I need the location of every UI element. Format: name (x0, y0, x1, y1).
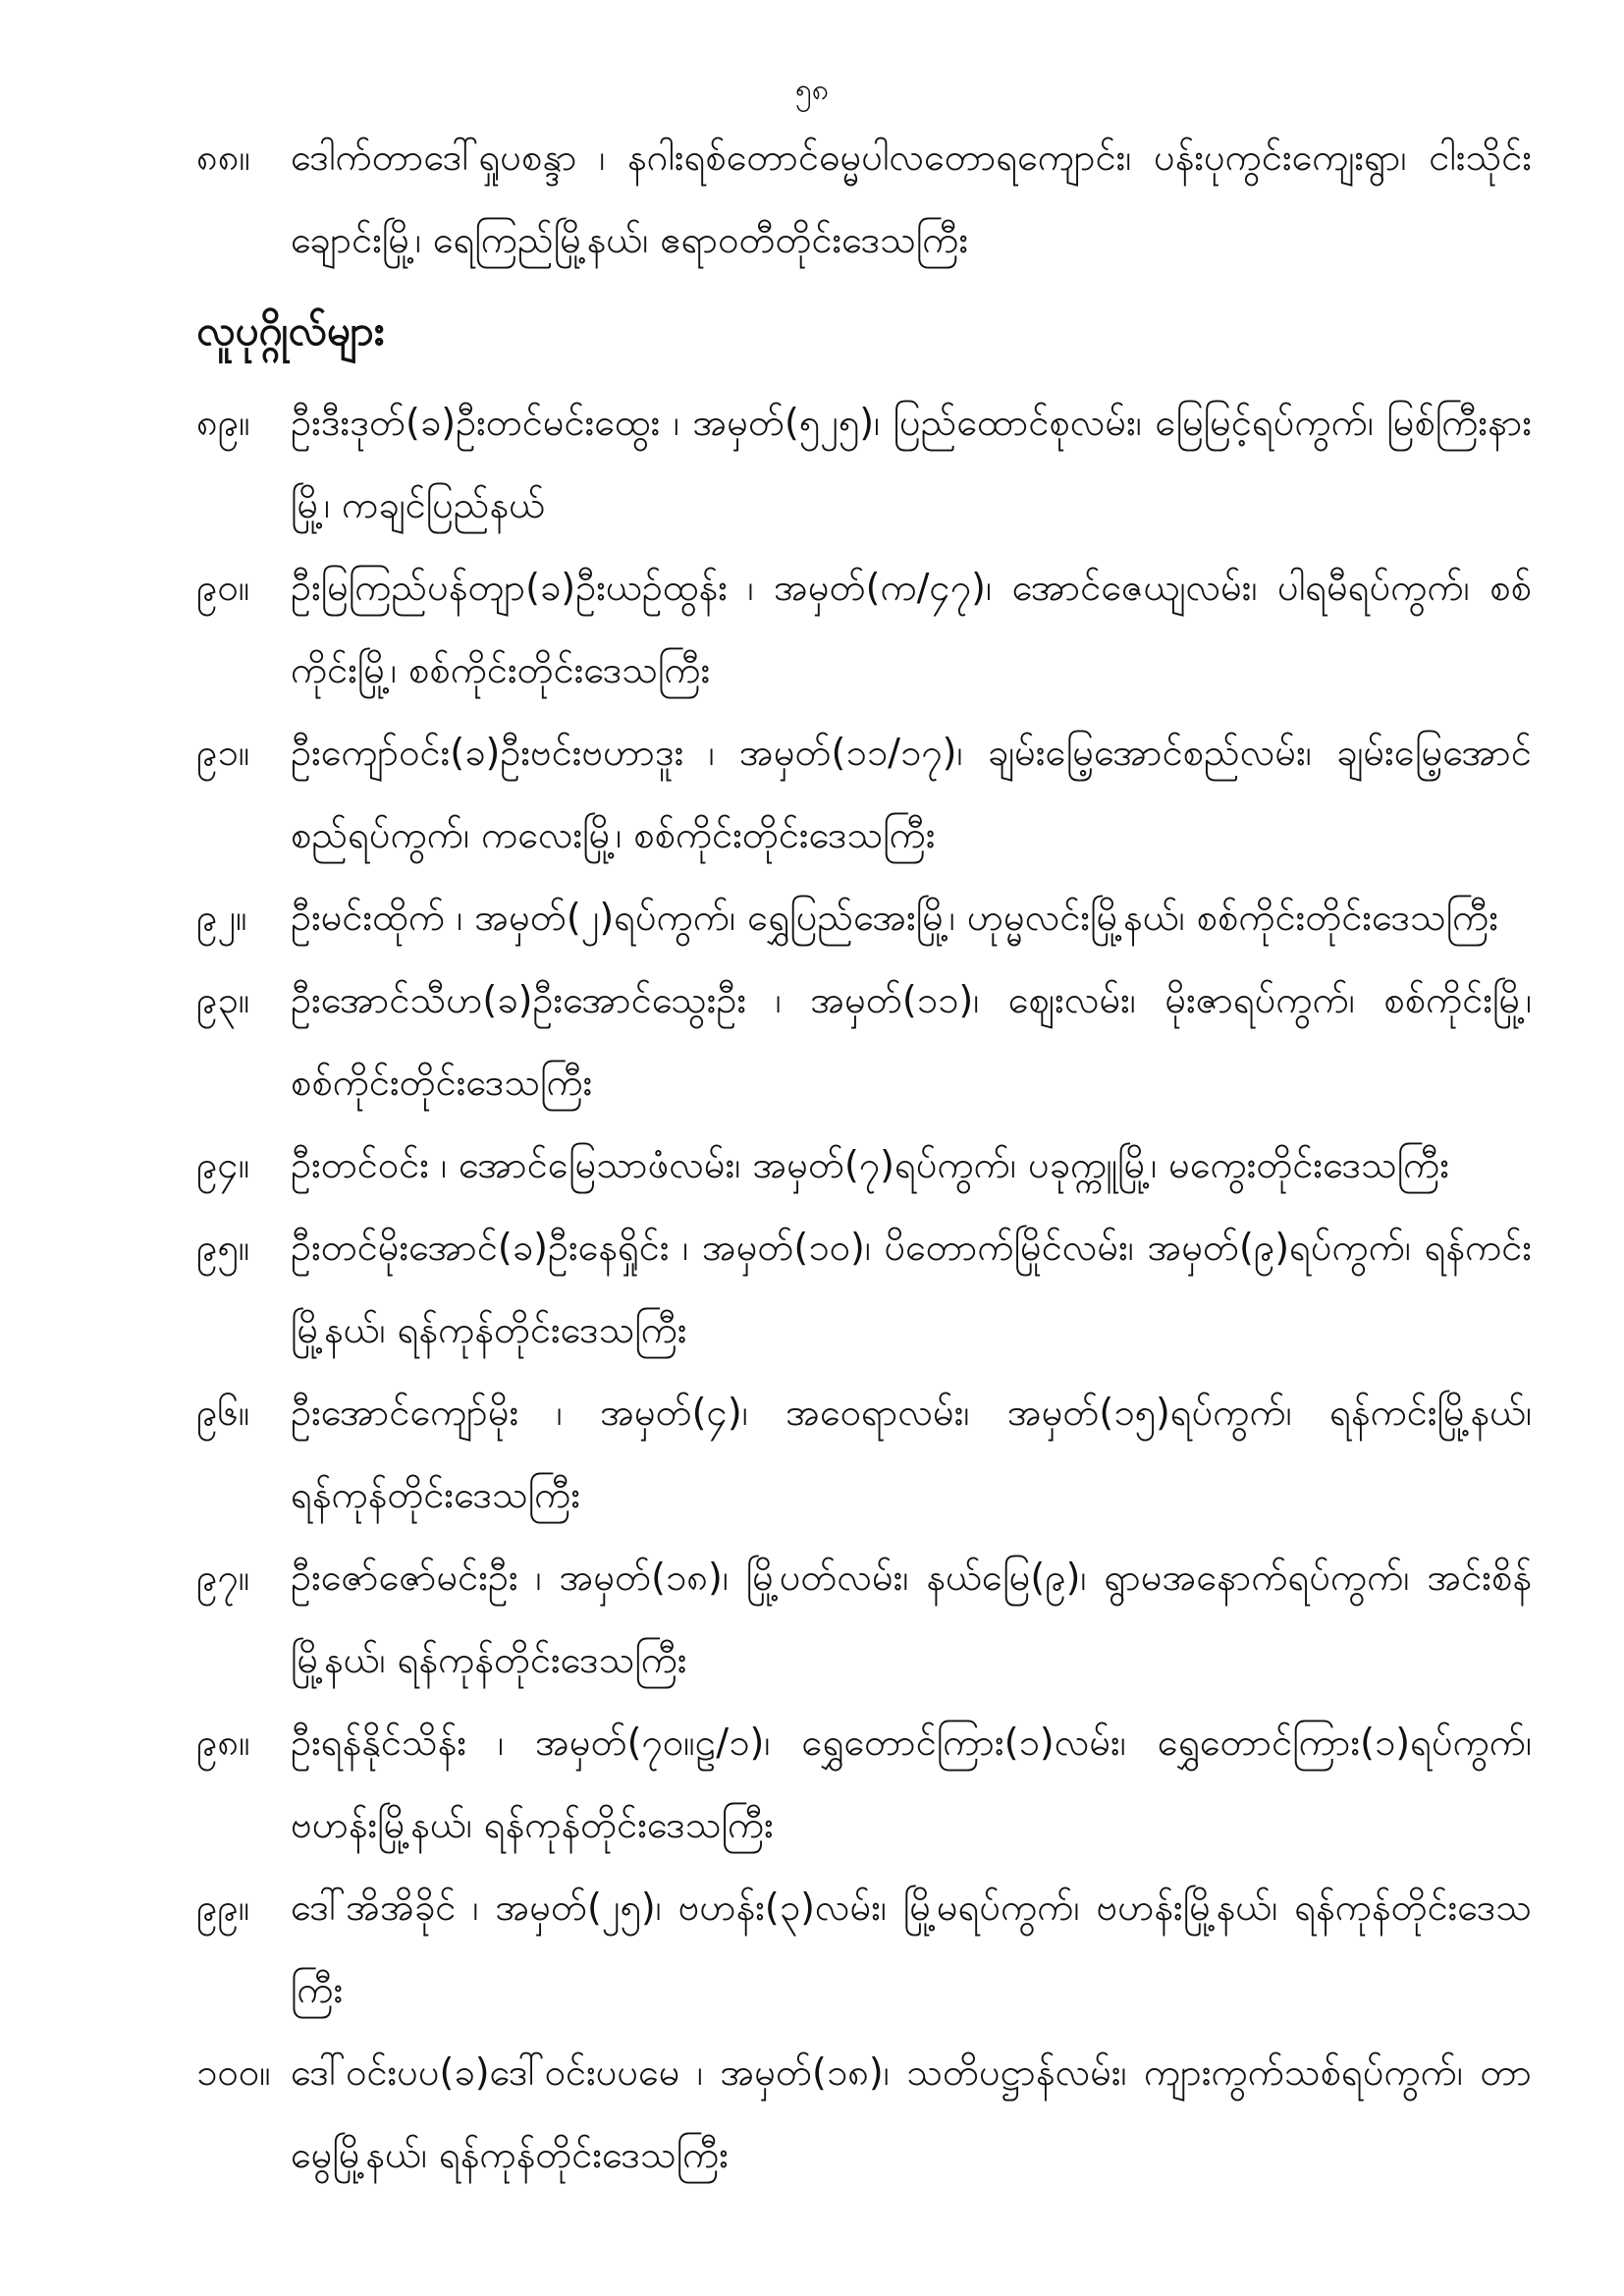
list-item (196, 1371, 1532, 1536)
list-item (196, 381, 1532, 546)
entry-text: ဦးမင်းထိုက် ၊ အမှတ်(၂)ရပ်ကွက်၊ ရွှေပြည်အေးမြို့၊ ဟုမ္မလင်းမြို့နယ်၊ စစ်ကိုင်းတိုင်းဒေသကြီး (291, 896, 1498, 939)
entry-text: ဦးတင်မိုးအောင်(ခ)ဦးနေရှိုင်း ၊ အမှတ်(၁၀)၊ ပိတောက်မြိုင်လမ်း၊ အမှတ်(၉)ရပ်ကွက်၊ ရန်ကင်းမြို့နယ်၊ ရန်ကုန်တိုင်းဒေသကြီး (291, 1226, 1532, 1351)
entry-number: ၈၈။ (196, 136, 250, 179)
entry-text: ဒေါ်အိအိခိုင် ၊ အမှတ်(၂၅)၊ ဗဟန်း(၃)လမ်း၊ မြို့မရပ်ကွက်၊ ဗဟန်းမြို့နယ်၊ ရန်ကုန်တိုင်းဒေသကြီး (291, 1886, 1532, 2011)
entry-text: ဦးတင်ဝင်း ၊ အောင်မြေသာဖံလမ်း၊ အမှတ်(၇)ရပ်ကွက်၊ ပခုက္ကူမြို့၊ မကွေးတိုင်းဒေသကြီး (291, 1143, 1449, 1186)
entry-text: ဦးမြကြည်ပန်တျာ(ခ)ဦးယဉ်ထွန်း ၊ အမှတ်(က/၄၇)၊ အောင်ဇေယျလမ်း၊ ပါရမီရပ်ကွက်၊ စစ်ကိုင်းမြို့၊ စစ်ကိုင်းတိုင်းဒေသကြီး (291, 566, 1532, 691)
list-item (196, 1701, 1532, 1866)
entry-text: ဦးရန်နိုင်သိန်း ၊ အမှတ်(၇၀။ဠ/၁)၊ ရွှေတောင်ကြား(၁)လမ်း၊ ရွှေတောင်ကြား(၁)ရပ်ကွက်၊ ဗဟန်းမြို့နယ်၊ ရန်ကုန်တိုင်းဒေသကြီး (291, 1721, 1532, 1846)
document-body (196, 116, 1532, 2196)
list-item (196, 958, 1532, 1123)
list-item (196, 876, 1532, 958)
entry-number: ၉၂။ (196, 896, 247, 939)
list-item (196, 1866, 1532, 2031)
section-heading: လူပုဂ္ဂိုလ်များ (196, 306, 385, 355)
list-item (196, 1206, 1532, 1371)
list-item (196, 1536, 1532, 1701)
entry-text: ဦးဒီးဒုတ်(ခ)ဦးတင်မင်းထွေး ၊ အမှတ်(၅၂၅)၊ ပြည်ထောင်စုလမ်း၊ မြေမြင့်ရပ်ကွက်၊ မြစ်ကြီးနားမြို့၊ ကချင်ပြည်နယ် (291, 401, 1532, 526)
entry-text: ဒေါက်တာဒေါ်ရှုပစန္ဒာ ၊ နဂါးရစ်တောင်ဓမ္မပါလတောရကျောင်း၊ ပန်းပုကွင်းကျေးရွာ၊ ငါးသိုင်းချောင်းမြို့၊ ရေကြည်မြို့နယ်၊ ဧရာဝတီတိုင်းဒေသကြီး (291, 136, 1532, 261)
entry-number: ၉၆။ (196, 1391, 250, 1434)
entry-text: ဦးဇော်ဇော်မင်းဦး ၊ အမှတ်(၁၈)၊ မြို့ပတ်လမ်း၊ နယ်မြေ(၉)၊ ရွာမအနောက်ရပ်ကွက်၊ အင်းစိန်မြို့နယ်၊ ရန်ကုန်တိုင်းဒေသကြီး (291, 1556, 1532, 1681)
entry-text: ဦးကျော်ဝင်း(ခ)ဦးဗင်းဗဟာဒူး ၊ အမှတ်(၁၁/၁၇)၊ ချမ်းမြေ့အောင်စည်လမ်း၊ ချမ်းမြေ့အောင်စည်ရပ်ကွက်၊ ကလေးမြို့၊ စစ်ကိုင်းတိုင်းဒေသကြီး (291, 731, 1532, 856)
list-item (196, 2031, 1532, 2196)
entry-number: ၉၄။ (196, 1143, 250, 1186)
entry-text: ဒေါ်ဝင်းပပ(ခ)ဒေါ်ဝင်းပပမေ ၊ အမှတ်(၁၈)၊ သတိပဋ္ဌာန်လမ်း၊ ကျားကွက်သစ်ရပ်ကွက်၊ တာမွေမြို့နယ်၊ ရန်ကုန်တိုင်းဒေသကြီး (291, 2050, 1532, 2176)
page-number: ၅၈ (794, 73, 829, 107)
list-item (196, 1123, 1532, 1206)
entry-number: ၁၀၀။ (196, 2050, 271, 2094)
entry-number: ၉၁။ (196, 731, 250, 774)
entry-number: ၉၉။ (196, 1886, 250, 1929)
list-item (196, 116, 1532, 281)
entry-number: ၈၉။ (196, 401, 250, 444)
entry-number: ၉၈။ (196, 1721, 250, 1764)
entry-text: ဦးအောင်သီဟ(ခ)ဦးအောင်သွေးဦး ၊ အမှတ်(၁၁)၊ ဈေးလမ်း၊ မိုးဇာရပ်ကွက်၊ စစ်ကိုင်းမြို့၊ စစ်ကိုင်းတိုင်းဒေသကြီး (291, 978, 1532, 1104)
entry-number: ၉၅။ (196, 1226, 250, 1269)
list-item (196, 546, 1532, 711)
entry-number: ၉၀။ (196, 566, 250, 609)
entry-text: ဦးအောင်ကျော်မိုး ၊ အမှတ်(၄)၊ အဝေရာလမ်း၊ အမှတ်(၁၅)ရပ်ကွက်၊ ရန်ကင်းမြို့နယ်၊ ရန်ကုန်တိုင်းဒေသကြီး (291, 1391, 1532, 1516)
entry-number: ၉၇။ (196, 1556, 250, 1599)
list-item (196, 711, 1532, 876)
entry-number: ၉၃။ (196, 978, 250, 1021)
